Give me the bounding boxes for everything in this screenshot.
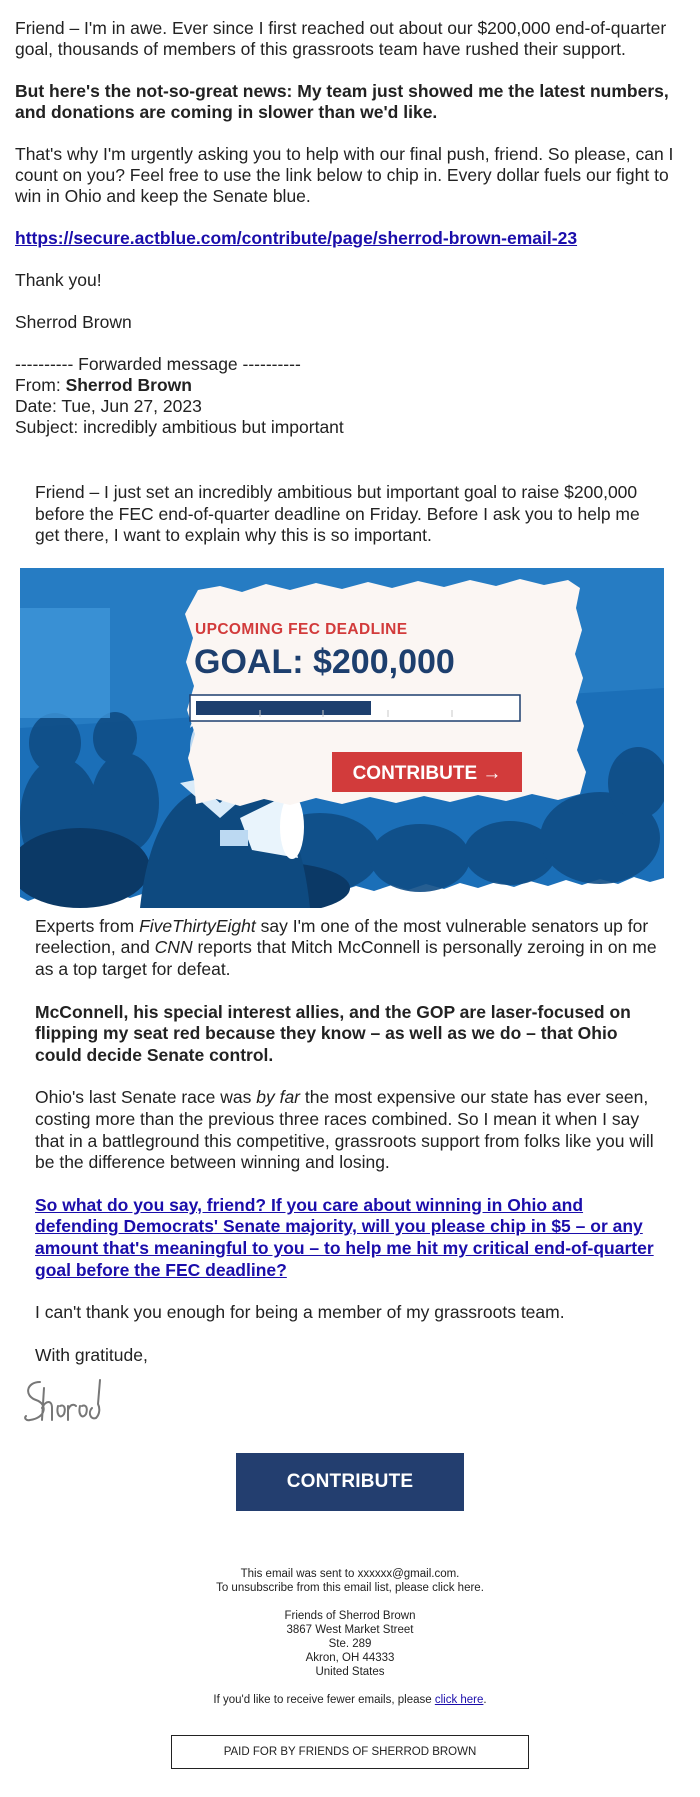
- street: 3867 West Market Street: [286, 1624, 414, 1637]
- closing-text: With gratitude,: [35, 1344, 148, 1365]
- fewer-emails-link[interactable]: click here: [434, 1694, 484, 1707]
- city: Akron, OH 44333: [305, 1652, 395, 1665]
- country: United States: [315, 1666, 385, 1679]
- cta-wrap: [20, 1453, 680, 1511]
- banner-goal: GOAL: $200,000: [194, 642, 455, 681]
- fivethirtyeight-text: FiveThirtyEight: [139, 915, 256, 936]
- org-name: Friends of Sherrod Brown: [284, 1610, 416, 1623]
- intro-paragraph-1: Friend – I'm in awe. Ever since I first reached out about our $200,000 end-of-quarter goal, thousands of members of this grassroots team have rushed their support.: [15, 18, 667, 59]
- forwarded-title: ---------- Forwarded message ----------: [15, 354, 301, 374]
- message-paragraph-2: Experts from FiveThirtyEight say I'm one of the most vulnerable senators up for reelection, and CNN reports that Mitch McConnell is personally zeroing in on me as a top target for defeat.: [35, 915, 657, 979]
- footer-sent-info: This email was sent to xxxxxx@gmail.com. To unsubscribe from this email list, please click here.: [216, 1568, 484, 1595]
- goal-progress-fill: [196, 701, 371, 715]
- forwarded-from: From: Sherrod Brown: [15, 375, 192, 395]
- contribute-button[interactable]: CONTRIBUTE: [236, 1453, 464, 1511]
- forwarded-from-name: Sherrod Brown: [65, 375, 192, 395]
- message-paragraph-4: Ohio's last Senate race was by far the most expensive our state has ever seen, costing more than the previous three races combined. So I mean it when I say that in a battleground this competitive, grassroots support from folks like you will be the difference between winning and losing.: [35, 1087, 654, 1173]
- actblue-link[interactable]: https://secure.actblue.com/contribute/page/sherrod-brown-email-23: [15, 228, 578, 248]
- by-far-text: by far: [256, 1087, 301, 1108]
- ask-paragraph: [35, 1195, 665, 1281]
- suite: Ste. 289: [328, 1638, 372, 1651]
- fec-deadline-banner[interactable]: [20, 568, 664, 908]
- email-footer: [0, 1567, 700, 1769]
- thanks-text: Thank you!: [15, 270, 102, 290]
- intro-paragraph-2: But here's the not-so-great news: My team just showed me the latest numbers, and donations are coming in slower than we'd like.: [15, 81, 669, 122]
- message-paragraph-5: I can't thank you enough for being a member of my grassroots team.: [35, 1302, 565, 1323]
- forwarded-subject: Subject: incredibly ambitious but important: [15, 417, 344, 437]
- chip-in-link[interactable]: So what do you say, friend? If you care about winning in Ohio and defending Democrats' Senate majority, will you please chip in $5 – or any amount that's meaningful to you – to help me hit my critical end-of-quarter goal before the FEC deadline?: [35, 1194, 654, 1280]
- message-paragraph-3: McConnell, his special interest allies, and the GOP are laser-focused on flipping my seat red because they know – as well as we do – that Ohio could decide Senate control.: [35, 1001, 631, 1065]
- forwarded-date: Date: Tue, Jun 27, 2023: [15, 396, 202, 416]
- banner-kicker: UPCOMING FEC DEADLINE: [195, 620, 408, 638]
- recipient-email: xxxxxx@gmail.com: [357, 1568, 457, 1581]
- forwarded-message: [0, 438, 700, 1511]
- banner-contribute-button[interactable]: [332, 752, 522, 792]
- signature-image: [20, 1374, 680, 1435]
- forwarded-header: [15, 354, 685, 438]
- intro-paragraph-3: That's why I'm urgently asking you to help with our final push, friend. So please, can I count on you? Feel free to use the link below to chip in. Every dollar fuels our fight to win in Ohio and keep the Senate blue.: [15, 144, 674, 206]
- intro-link-paragraph: [15, 228, 685, 249]
- footer-address: [0, 1609, 700, 1679]
- banner-contribute-label: CONTRIBUTE →: [352, 762, 502, 784]
- email-body: [0, 0, 700, 438]
- signoff-text: Sherrod Brown: [15, 312, 132, 332]
- cnn-text: CNN: [154, 937, 193, 958]
- fewer-emails-text: If you'd like to receive fewer emails, please click here.: [213, 1694, 487, 1707]
- paid-for-disclaimer: PAID FOR BY FRIENDS OF SHERROD BROWN: [171, 1735, 529, 1769]
- message-paragraph-1: Friend – I just set an incredibly ambitious but important goal to raise $200,000 before the FEC end-of-quarter deadline on Friday. Before I ask you to help me get there, I want to explain why this is so important.: [35, 482, 640, 546]
- unsubscribe-text[interactable]: To unsubscribe from this email list, please click here.: [216, 1582, 484, 1595]
